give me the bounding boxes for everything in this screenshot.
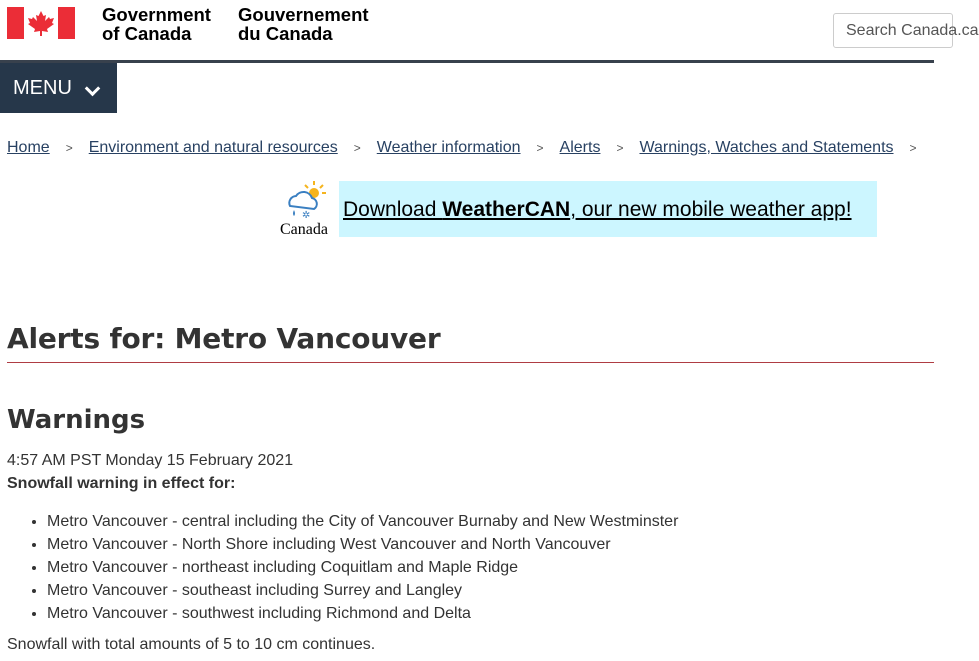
weathercan-download-link[interactable]: [343, 198, 852, 222]
breadcrumb-home[interactable]: Home: [7, 139, 50, 156]
list-item: • Metro Vancouver - North Shore including West Vancouver and North Vancouver: [47, 533, 678, 556]
page-title: Alerts for: Metro Vancouver: [7, 322, 441, 355]
breadcrumb: [7, 139, 933, 157]
signature-en-line2: of Canada: [102, 23, 192, 44]
issued-timestamp: 4:57 AM PST Monday 15 February 2021: [7, 452, 294, 469]
breadcrumb-separator: >: [536, 141, 544, 155]
menu-button[interactable]: [0, 63, 117, 113]
breadcrumb-separator: >: [65, 141, 73, 155]
breadcrumb-warnings[interactable]: Warnings, Watches and Statements: [639, 139, 894, 156]
breadcrumb-separator: >: [353, 141, 361, 155]
signature-en-line1: Government: [102, 4, 211, 25]
promo-text-pre: Download: [343, 198, 443, 221]
menu-label: MENU: [13, 77, 72, 99]
list-item: • Metro Vancouver - central including the City of Vancouver Burnaby and New Westminster: [47, 510, 678, 533]
breadcrumb-alerts[interactable]: Alerts: [559, 139, 601, 156]
chevron-down-icon: [85, 81, 101, 97]
gov-header: [0, 0, 979, 60]
signature-fr-line2: du Canada: [238, 23, 333, 44]
search-input[interactable]: Search Canada.ca: [833, 13, 953, 48]
breadcrumb-weather-information[interactable]: Weather information: [376, 139, 521, 156]
promo-text-post: , our new mobile weather app!: [570, 198, 852, 221]
breadcrumb-separator: >: [616, 141, 624, 155]
promo-banner: [339, 181, 877, 237]
breadcrumb-separator: >: [909, 141, 917, 155]
header-divider: [0, 60, 934, 63]
list-item: • Metro Vancouver - northeast including Coquitlam and Maple Ridge: [47, 556, 678, 579]
warning-summary: Snowfall with total amounts of 5 to 10 cm continues.: [7, 636, 376, 653]
signature-french[interactable]: [238, 5, 369, 43]
area-list: [7, 510, 678, 625]
svg-text:✲: ✲: [302, 210, 311, 221]
promo-app-name: WeatherCAN: [442, 198, 571, 221]
weather-app-icon: [280, 180, 336, 222]
canada-wordmark: Canada: [280, 221, 328, 238]
section-title: Warnings: [7, 405, 146, 435]
title-underline: [7, 362, 934, 363]
list-item: • Metro Vancouver - southwest including Richmond and Delta: [47, 602, 678, 625]
signature-fr-line1: Gouvernement: [238, 4, 369, 25]
weathercan-logo[interactable]: [280, 180, 336, 238]
breadcrumb-environment[interactable]: Environment and natural resources: [88, 139, 338, 156]
warning-heading: Snowfall warning in effect for:: [7, 475, 236, 492]
signature-english[interactable]: [102, 5, 211, 43]
canada-flag-icon[interactable]: [7, 7, 75, 39]
list-item: • Metro Vancouver - southeast including Surrey and Langley: [47, 579, 678, 602]
